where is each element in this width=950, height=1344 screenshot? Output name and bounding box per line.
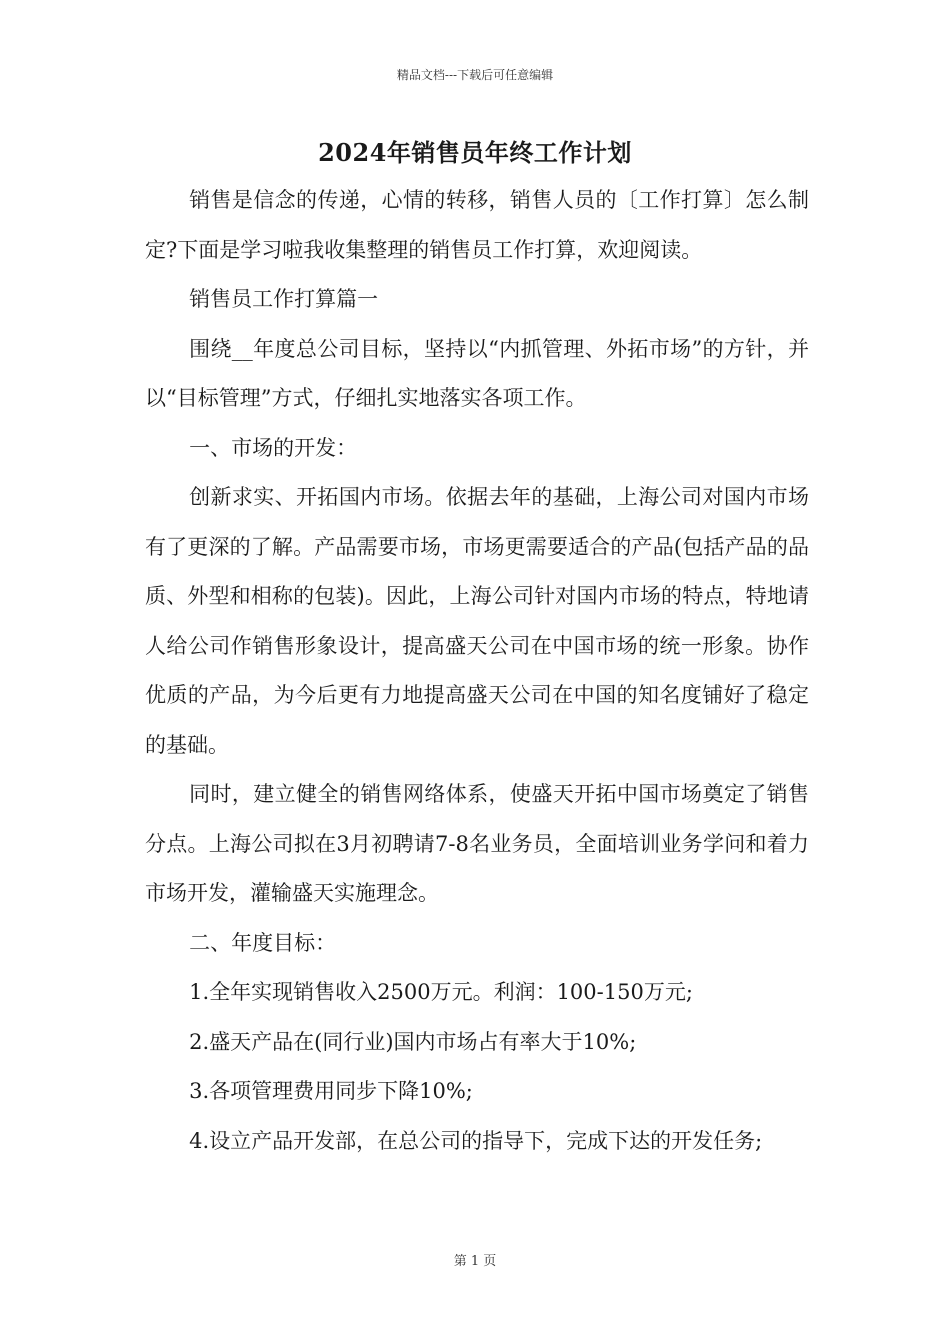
paragraph-section-heading: 销售员工作打算篇一 <box>189 287 379 311</box>
page-header: 精品文档---下载后可任意编辑 <box>396 68 554 82</box>
document-body <box>145 176 809 1166</box>
paragraph-heading-market: 一、市场的开发： <box>189 435 358 460</box>
page-number: 第 1 页 <box>453 1254 497 1269</box>
list-item-goal-1: 1.全年实现销售收入2500万元。利润：100-150万元; <box>189 980 693 1004</box>
paragraph-goal-policy: 围绕__年度总公司目标，坚持以“内抓管理、外拓市场”的方针，并以“目标管理”方式，仔细扎实地落实各项工作。 <box>145 336 809 410</box>
paragraph-heading-annual-goals: 二、年度目标： <box>189 930 337 955</box>
paragraph-market-development: 创新求实、开拓国内市场。依据去年的基础，上海公司对国内市场有了更深的了解。产品需要市场，市场更需要适合的产品(包括产品的品质、外型和相称的包装)。因此，上海公司针对国内市场的特点，特地请人给公司作销售形象设计，提高盛天公司在中国市场的统一形象。协作优质的产品，为今后更有力地提高盛天公司在中国的知名度铺好了稳定的基础。 <box>145 485 809 757</box>
paragraph-intro: 销售是信念的传递，心情的转移，销售人员的〔工作打算〕怎么制定?下面是学习啦我收集整理的销售员工作打算，欢迎阅读。 <box>145 188 809 262</box>
paragraph-sales-network: 同时，建立健全的销售网络体系，使盛天开拓中国市场奠定了销售分点。上海公司拟在3月初聘请7-8名业务员，全面培训业务学问和着力市场开发，灌输盛天实施理念。 <box>145 782 809 905</box>
list-item-goal-4: 4.设立产品开发部，在总公司的指导下，完成下达的开发任务; <box>189 1128 763 1153</box>
list-item-goal-2: 2.盛天产品在(同行业)国内市场占有率大于10%; <box>189 1029 637 1054</box>
list-item-goal-3: 3.各项管理费用同步下降10%; <box>189 1079 473 1103</box>
document-title: 2024年销售员年终工作计划 <box>318 138 632 167</box>
